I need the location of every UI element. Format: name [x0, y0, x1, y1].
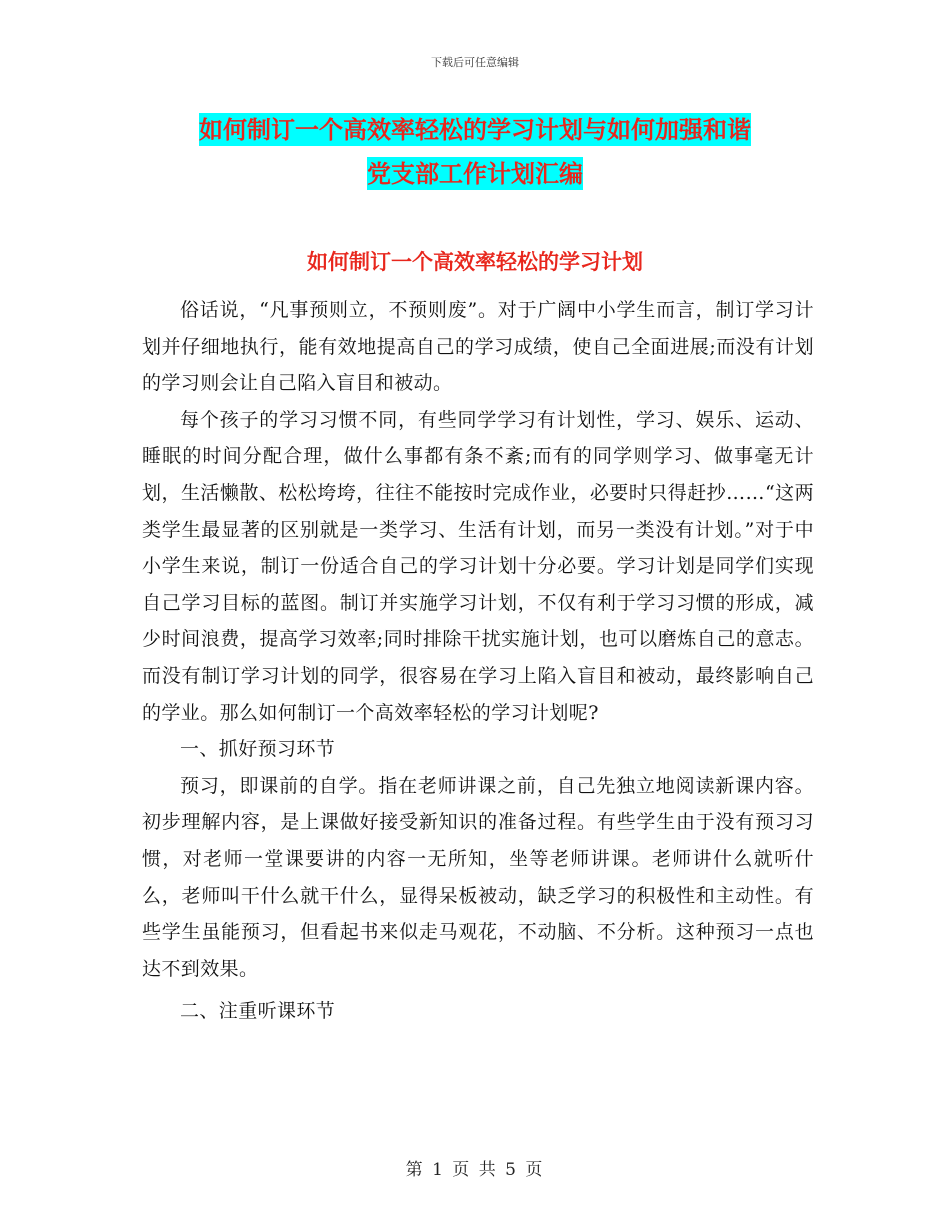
- heading-preview: 一、抓好预习环节: [180, 738, 336, 761]
- document-title-line2: 党支部工作计划汇编: [367, 159, 583, 188]
- page-footer: 第 1 页 共 5 页: [405, 1160, 545, 1180]
- document-body: [142, 292, 814, 1030]
- section-title: 如何制订一个高效率轻松的学习计划: [307, 249, 643, 274]
- document-title-line1: 如何制订一个高效率轻松的学习计划与如何加强和谐: [199, 115, 751, 144]
- document-title: [140, 108, 810, 196]
- header-note: 下载后可任意编辑: [431, 56, 519, 69]
- heading-listening: 二、注重听课环节: [180, 1000, 336, 1023]
- paragraph-intro: 俗话说，“凡事预则立，不预则废”。对于广阔中小学生而言，制订学习计划并仔细地执行，能有效地提高自己的学习成绩，使自己全面进展;而没有计划的学习则会让自己陷入盲目和被动。: [142, 299, 814, 395]
- paragraph-preview: 预习，即课前的自学。指在老师讲课之前，自己先独立地阅读新课内容。初步理解内容，是上课做好接受新知识的准备过程。有些学生由于没有预习习惯，对老师一堂课要讲的内容一无所知，坐等老师讲课。老师讲什么就听什么，老师叫干什么就干什么，显得呆板被动，缺乏学习的积极性和主动性。有些学生虽能预习，但看起书来似走马观花，不动脑、不分析。这种预习一点也达不到效果。: [142, 774, 814, 980]
- paragraph-habits: 每个孩子的学习习惯不同，有些同学学习有计划性，学习、娱乐、运动、睡眠的时间分配合理，做什么事都有条不紊;而有的同学则学习、做事毫无计划，生活懒散、松松垮垮，往往不能按时完成作业，必要时只得赶抄……“这两类学生最显著的区别就是一类学习、生活有计划，而另一类没有计划。”对于中小学生来说，制订一份适合自己的学习计划十分必要。学习计划是同学们实现自己学习目标的蓝图。制订并实施学习计划，不仅有利于学习习惯的形成，减少时间浪费，提高学习效率;同时排除干扰实施计划，也可以磨炼自己的意志。而没有制订学习计划的同学，很容易在学习上陷入盲目和被动，最终影响自己的学业。那么如何制订一个高效率轻松的学习计划呢?: [142, 408, 814, 724]
